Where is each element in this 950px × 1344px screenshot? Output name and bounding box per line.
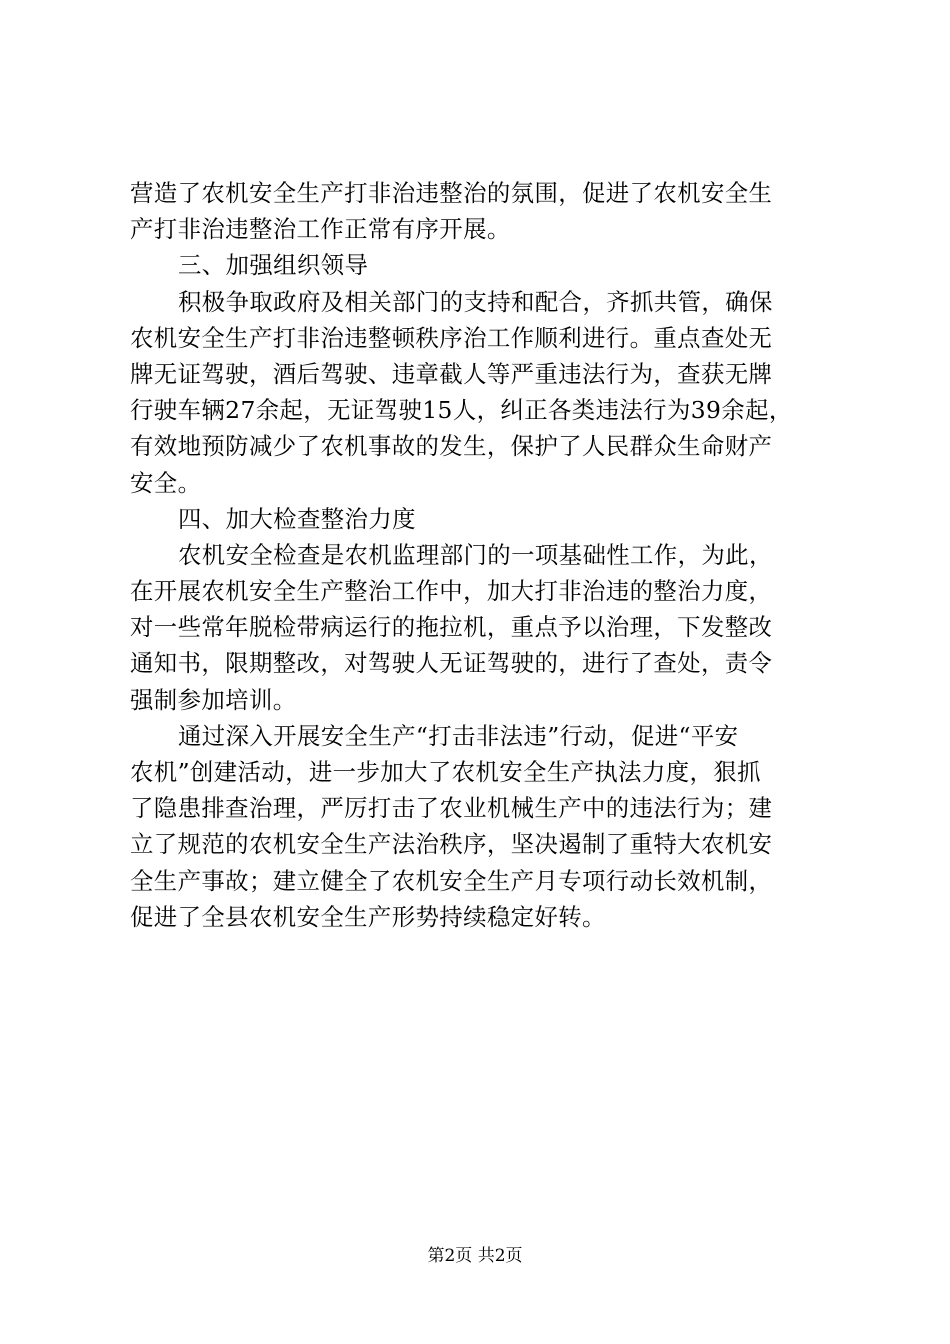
text-line: 有效地预防减少了农机事故的发生，保护了人民群众生命财产 (130, 432, 773, 461)
text-line: 强制参加培训。 (130, 685, 297, 714)
page-footer: 第2页 共2页 (427, 1246, 523, 1266)
text-line: 对一些常年脱检带病运行的拖拉机，重点予以治理，下发整改 (130, 613, 773, 642)
text-line: 牌无证驾驶，酒后驾驶、违章截人等严重违法行为，查获无牌 (130, 359, 773, 388)
section-heading: 三、加强组织领导 (178, 251, 369, 280)
text-line: 农机安全生产打非治违整顿秩序治工作顺利进行。重点查处无 (130, 323, 773, 352)
text-line: 全生产事故；建立健全了农机安全生产月专项行动长效机制， (130, 866, 773, 895)
text-line: 立了规范的农机安全生产法治秩序，坚决遏制了重特大农机安 (130, 830, 773, 859)
text-line: 通知书，限期整改，对驾驶人无证驾驶的，进行了查处，责令 (130, 649, 773, 678)
text-line: 农机安全检查是农机监理部门的一项基础性工作，为此， (178, 540, 773, 569)
text-line: 安全。 (130, 468, 202, 497)
text-line: 行驶车辆27余起，无证驾驶15人，纠正各类违法行为39余起， (130, 396, 793, 425)
text-line: 了隐患排查治理，严厉打击了农业机械生产中的违法行为；建 (130, 794, 773, 823)
text-line: 在开展农机安全生产整治工作中，加大打非治违的整治力度， (130, 577, 773, 606)
text-line: 促进了全县农机安全生产形势持续稳定好转。 (130, 902, 606, 931)
text-line: 营造了农机安全生产打非治违整治的氛围，促进了农机安全生 (130, 179, 773, 207)
document-body (130, 175, 840, 935)
text-line: 积极争取政府及相关部门的支持和配合，齐抓共管，确保 (178, 287, 773, 316)
text-line: 产打非治违整治工作正常有序开展。 (130, 215, 511, 244)
text-line: 通过深入开展安全生产“打击非法违”行动，促进“平安 (178, 721, 739, 750)
text-line: 农机”创建活动，进一步加大了农机安全生产执法力度，狠抓 (130, 758, 761, 786)
section-heading: 四、加大检查整治力度 (178, 504, 416, 533)
